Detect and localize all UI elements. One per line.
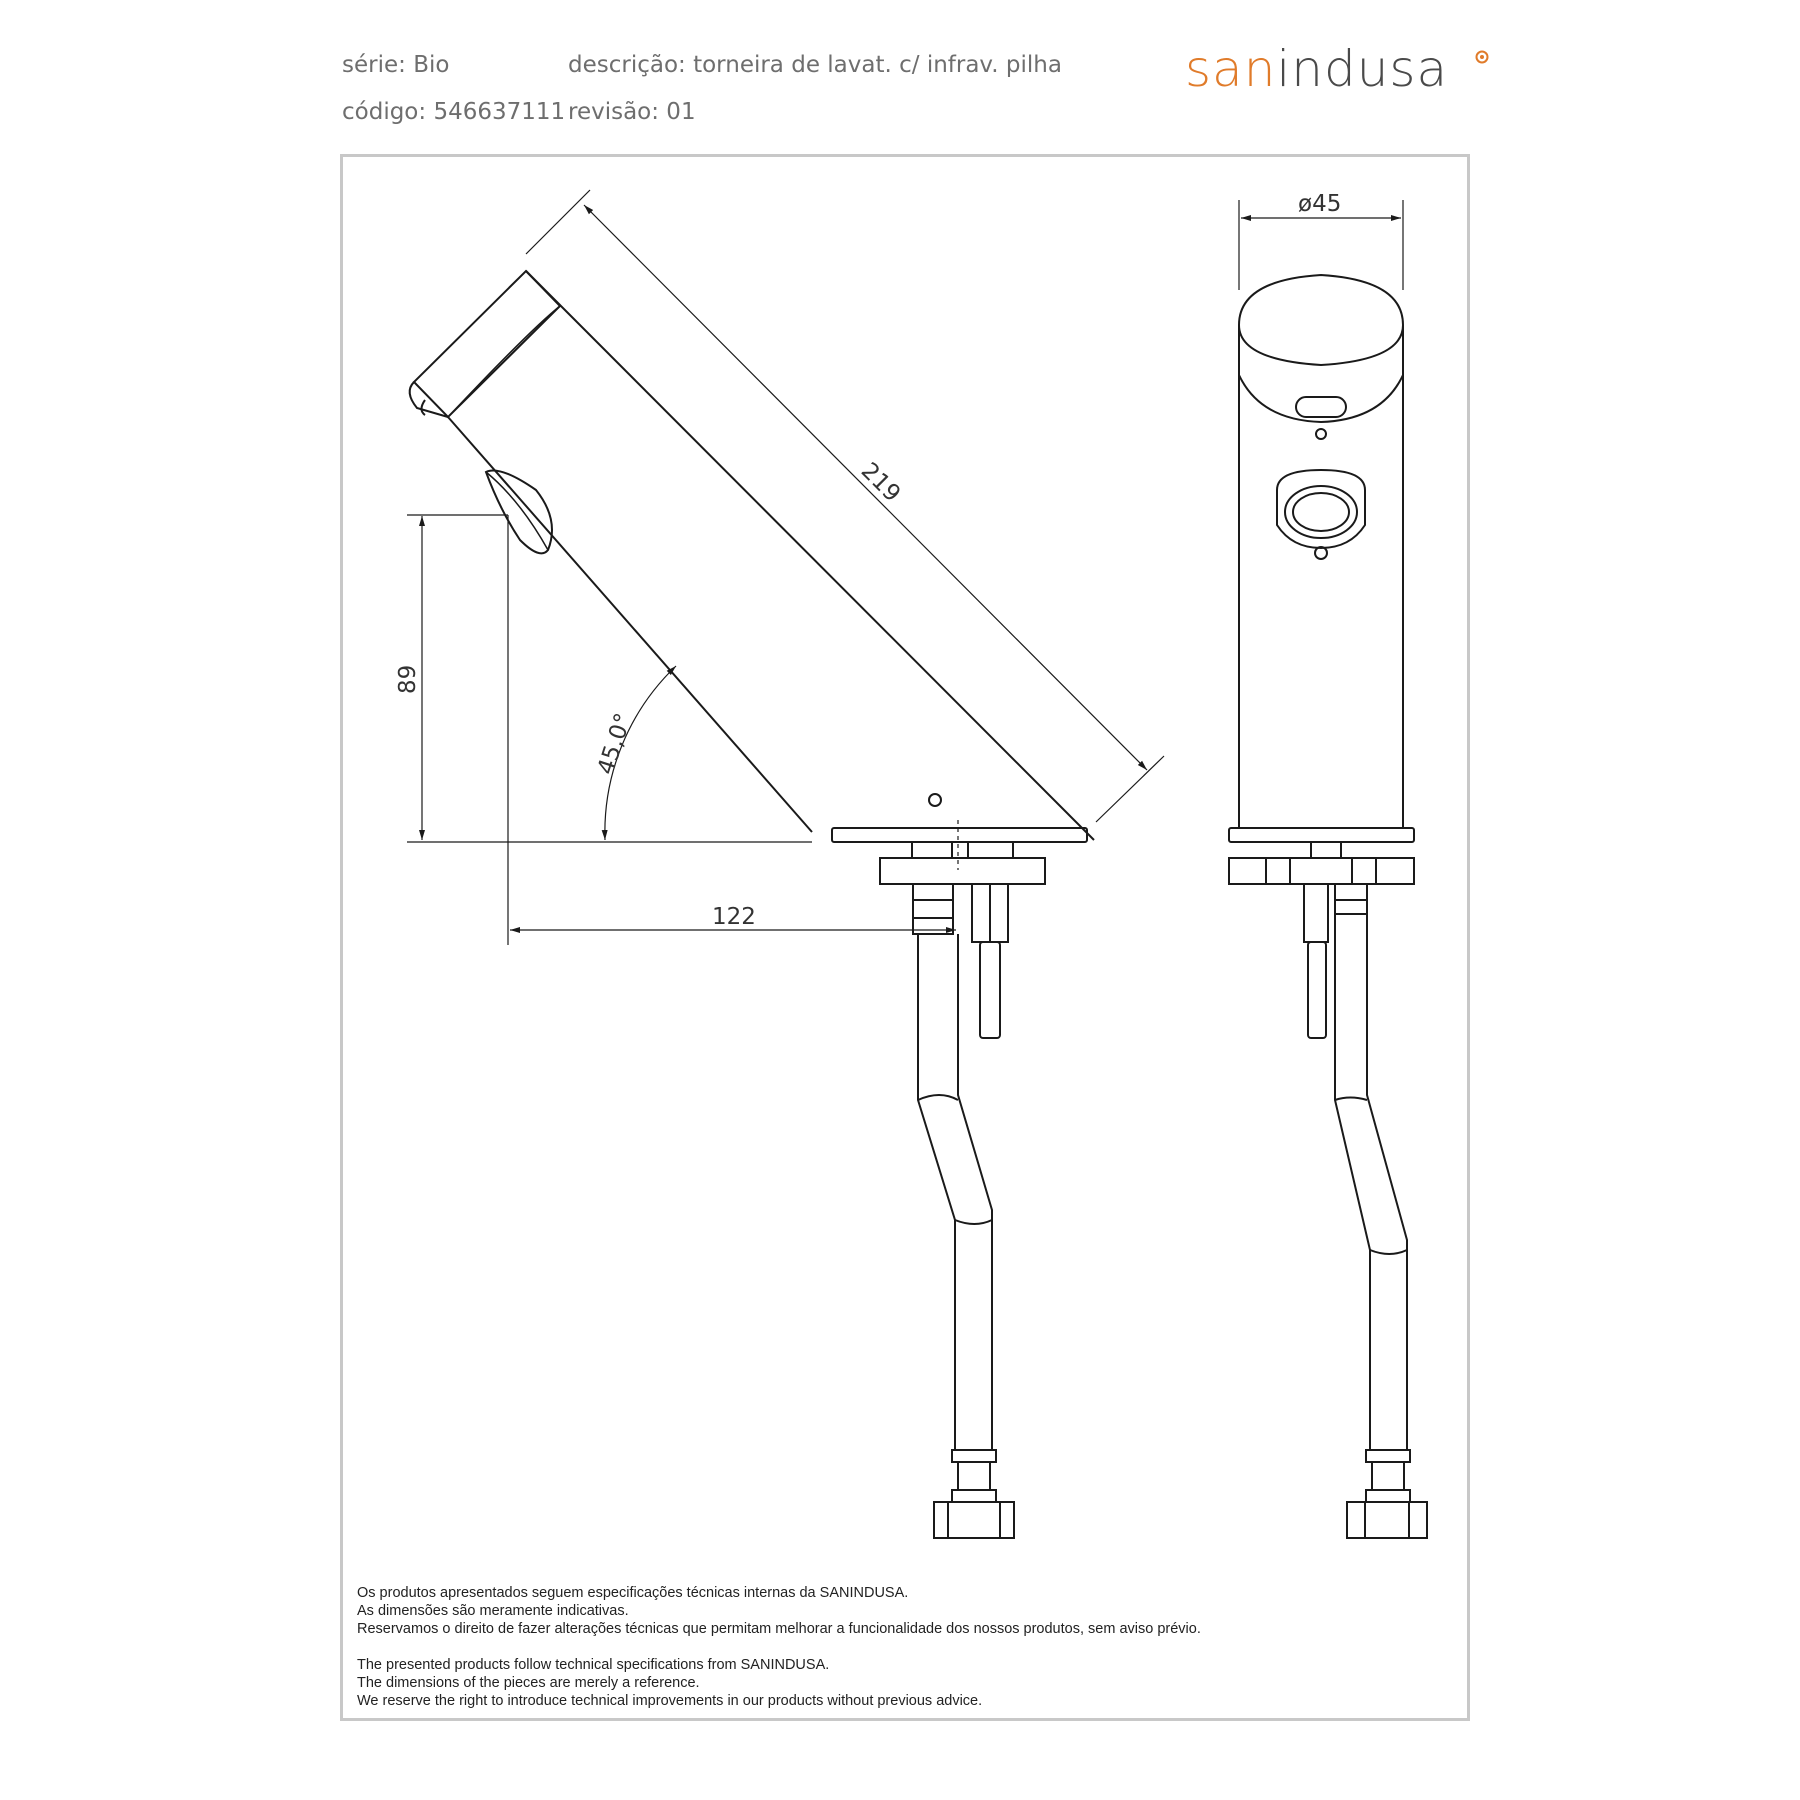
note-en-2: The dimensions of the pieces are merely a reference.: [357, 1675, 700, 1691]
logo-part-indusa: indusa: [1276, 40, 1449, 98]
note-pt-1: Os produtos apresentados seguem especificações técnicas internas da SANINDUSA.: [357, 1585, 909, 1601]
front-view: [1229, 200, 1427, 1538]
note-en-3: We reserve the right to introduce technical improvements in our products without previous advice.: [357, 1693, 983, 1709]
dim-angle-45: 45,0°: [592, 710, 638, 778]
revisao-label: revisão: 01: [568, 99, 696, 125]
serie-label: série: Bio: [342, 52, 450, 78]
descricao-label: descrição: torneira de lavat. c/ infrav. pilha: [568, 52, 1062, 78]
dim-reach-122: 122: [712, 904, 756, 930]
codigo-label: código: 546637111: [342, 99, 566, 125]
note-pt-2: As dimensões são meramente indicativas.: [357, 1603, 629, 1619]
dim-height-89: 89: [395, 664, 421, 694]
side-view: [407, 190, 1164, 1538]
logo-part-san: san: [1185, 40, 1277, 98]
note-pt-3: Reservamos o direito de fazer alterações técnicas que permitam melhorar a funcionalidade dos nossos produtos, sem aviso prévio.: [357, 1621, 1201, 1637]
hose-left-line: [918, 934, 955, 1450]
note-en-1: The presented products follow technical specifications from SANINDUSA.: [357, 1657, 830, 1673]
dim-length-219: 219: [855, 457, 906, 508]
spout-body-lower: [448, 417, 812, 832]
hose-right-line: [958, 934, 992, 1450]
dim-diameter-45: ø45: [1298, 191, 1342, 217]
